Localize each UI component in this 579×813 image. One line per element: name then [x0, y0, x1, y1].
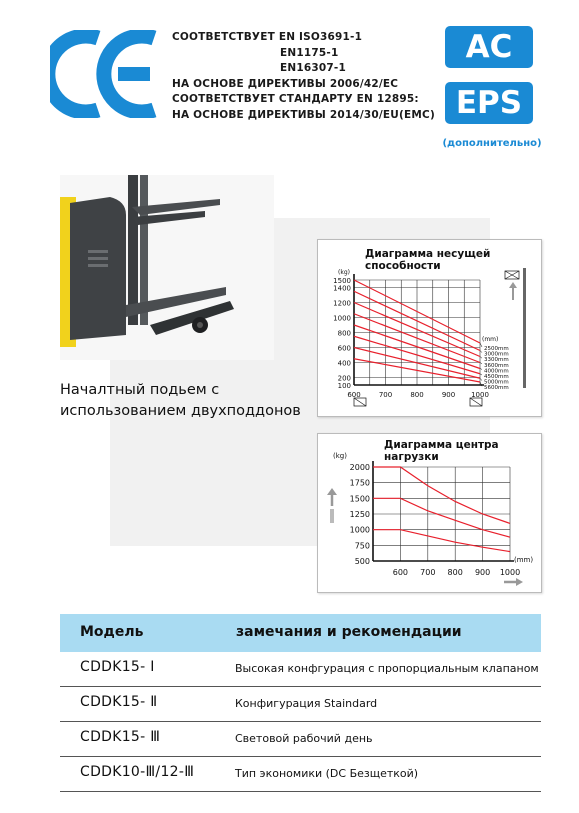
load-center-chart — [317, 433, 542, 593]
x-tick-label: 700 — [420, 568, 436, 577]
series-line — [373, 498, 510, 537]
y-tick-label: 1000 — [333, 314, 351, 323]
series-label: 4500mm — [484, 374, 509, 380]
y-tick-label: 600 — [337, 344, 351, 353]
y-tick-label: 400 — [337, 359, 351, 368]
capacity-chart — [317, 239, 542, 417]
pallet-box-icon-line — [354, 398, 366, 406]
header-model: Модель — [80, 624, 144, 640]
optional-note: (дополнительно) — [442, 138, 542, 149]
x-tick-label: 700 — [378, 391, 393, 399]
product-photo — [60, 175, 274, 360]
row-model: CDDK10-Ⅲ/12-Ⅲ — [80, 764, 195, 780]
load-center-chart-title — [384, 439, 499, 463]
table-row — [60, 757, 541, 792]
cert-line-1: СООТВЕТСТВУЕТ EN ISO3691-1 — [172, 31, 363, 43]
capacity-chart-title — [365, 248, 490, 272]
cert-line-2: EN1175-1 — [280, 46, 339, 59]
x-tick-label: 800 — [447, 568, 463, 577]
load-center-arrow-head-icon — [516, 578, 523, 586]
row-note: Тип экономики (DC Безщеткой) — [235, 767, 419, 780]
x-tick-label: 1000 — [471, 391, 489, 399]
y-tick-label: 100 — [337, 382, 351, 390]
row-model: CDDK15- Ⅲ — [80, 729, 161, 745]
mast-icon — [523, 268, 526, 388]
y-unit-label: (kg) — [338, 269, 350, 276]
y-tick-label: 1400 — [333, 284, 351, 293]
series-line — [373, 530, 510, 552]
lift-arrow-head-icon — [509, 282, 517, 288]
x-tick-label: 1000 — [499, 568, 521, 577]
header-notes: замечания и рекомендации — [236, 624, 462, 640]
cert-line-4: НА ОСНОВЕ ДИРЕКТИВЫ 2006/42/EC — [172, 77, 399, 90]
load-center-chart-title-line-1: Диаграмма центра — [384, 439, 499, 451]
x-tick-label: 600 — [392, 568, 409, 577]
y-tick-label: 1500 — [349, 494, 370, 504]
scale-icon — [330, 509, 334, 523]
capacity-chart-title-line-1: Диаграмма несущей — [365, 248, 491, 260]
series-label: 3600mm — [484, 362, 509, 369]
row-model: CDDK15- Ⅰ — [80, 659, 155, 675]
y-tick-label: 1000 — [349, 525, 370, 535]
capacity-chart-title-line-2: способности — [365, 260, 441, 272]
pallet-truck-illustration — [60, 175, 274, 360]
y-tick-label: 1750 — [349, 478, 370, 488]
caption-line-2: использованием двухподдонов — [60, 403, 301, 419]
series-label: 5000mm — [484, 379, 509, 386]
model-table — [60, 614, 541, 792]
y-tick-label: 500 — [354, 557, 370, 566]
y-tick-label: 1200 — [333, 299, 351, 308]
x-tick-label: 800 — [410, 391, 424, 399]
table-header — [60, 614, 541, 652]
certification-text — [172, 30, 435, 124]
eps-badge: EPS — [445, 82, 533, 124]
x-tick-label: 600 — [347, 391, 361, 399]
cert-line-3: EN16307-1 — [280, 62, 346, 75]
x-tick-label: 900 — [474, 568, 491, 577]
series-label: 3300mm — [484, 357, 509, 364]
y-tick-label: 750 — [354, 541, 370, 551]
y-tick-label: 1500 — [333, 277, 351, 285]
table-row — [60, 687, 541, 722]
table-row — [60, 722, 541, 757]
x-unit-label: (mm) — [482, 336, 499, 343]
y-tick-label: 1250 — [349, 510, 370, 519]
feature-caption — [60, 380, 301, 422]
cert-line-5: СООТВЕТСТВУЕТ СТАНДАРТУ EN 12895: — [172, 93, 419, 106]
x-unit-label: (mm) — [514, 556, 534, 564]
row-note: Высокая конфгурация с пропорциальным клапаном — [235, 662, 539, 675]
y-unit-label: (kg) — [333, 452, 347, 460]
x-tick-label: 900 — [441, 391, 456, 399]
row-model: CDDK15- Ⅱ — [80, 694, 158, 710]
cert-line-6: НА ОСНОВЕ ДИРЕКТИВЫ 2014/30/EU(EMC) — [172, 108, 435, 121]
y-tick-label: 800 — [337, 329, 351, 338]
series-label: 3000mm — [484, 351, 509, 358]
ce-mark-logo — [50, 30, 162, 118]
caption-line-1: Началтный подьем с — [60, 382, 220, 398]
lift-arrow-head-icon — [327, 488, 337, 495]
row-note: Световой рабочий день — [235, 732, 373, 745]
row-note: Конфигурация Staindard — [235, 697, 378, 710]
pallet-box-icon-line — [470, 398, 482, 406]
y-tick-label: 200 — [337, 374, 351, 383]
series-label: 5600mm — [484, 385, 509, 392]
ac-badge: AC — [445, 26, 533, 68]
y-tick-label: 2000 — [349, 463, 370, 472]
table-row — [60, 652, 541, 687]
series-label: 4000mm — [484, 368, 509, 375]
series-label: 2500mm — [484, 346, 509, 352]
load-center-chart-title-line-2: нагрузки — [384, 451, 439, 463]
